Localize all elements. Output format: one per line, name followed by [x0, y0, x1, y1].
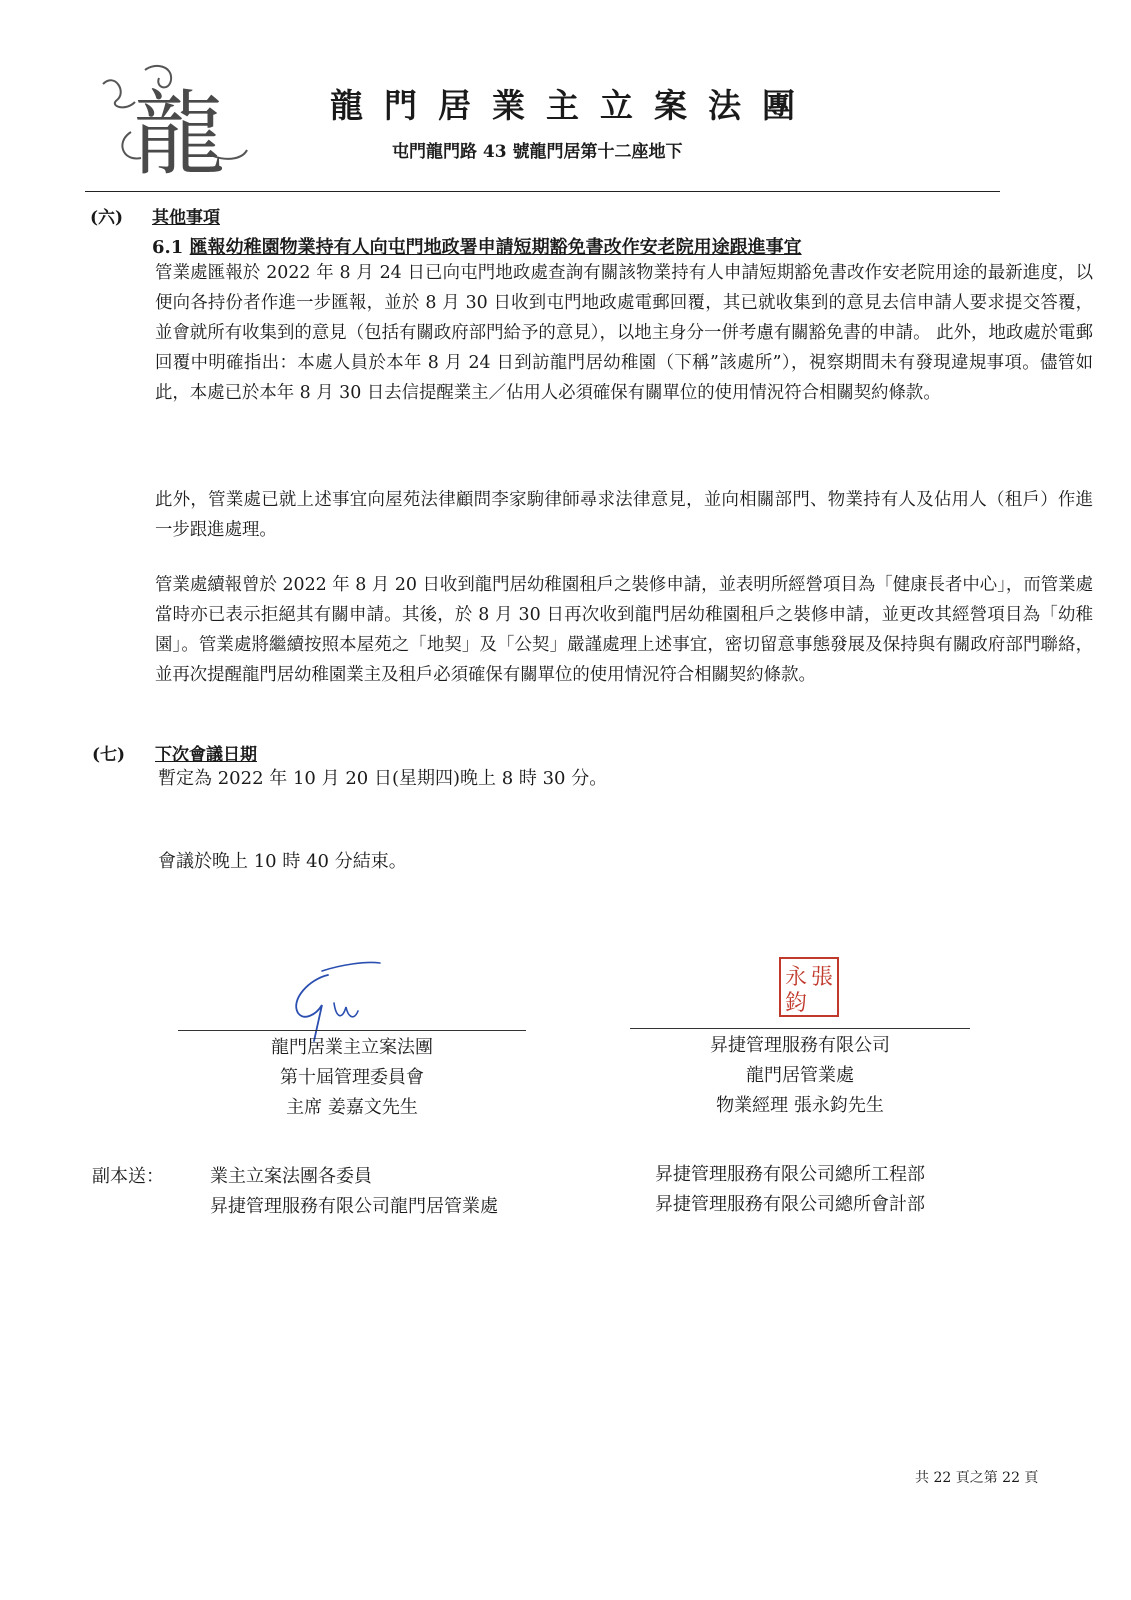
logo: [95, 62, 255, 174]
sig-right-line-1: 昇捷管理服務有限公司: [710, 1035, 890, 1056]
section-6-title: 其他事項: [152, 208, 220, 228]
subsection-6-1-title: 匯報幼稚園物業持有人向屯門地政署申請短期豁免書改作安老院用途跟進事宜: [189, 237, 802, 258]
signature-line-right: [630, 1028, 970, 1029]
meeting-closing: 會議於晚上 10 時 40 分結束。: [158, 851, 407, 872]
cc-recipient: 昇捷管理服務有限公司龍門居管業處: [210, 1196, 498, 1217]
organization-title: 龍門居業主立案法團: [330, 86, 816, 125]
svg-text:鈞: 鈞: [785, 991, 808, 1016]
dragon-logo-icon: [95, 62, 255, 174]
header-divider: [85, 191, 1000, 192]
sig-right-line-2: 龍門居管業處: [746, 1065, 854, 1086]
signature-block-left: [178, 1033, 526, 1123]
subsection-6-1-number: 6.1: [152, 237, 184, 258]
section-6-number: (六): [90, 208, 124, 228]
organization-address: 屯門龍門路 43 號龍門居第十二座地下: [392, 142, 683, 162]
sig-left-line-1: 龍門居業主立案法團: [271, 1037, 433, 1058]
paragraph-1: 管業處匯報於 2022 年 8 月 24 日已向屯門地政處查詢有關該物業持有人申請短期豁免書改作安老院用途的最新進度，以便向各持份者作進一步匯報，並於 8 月 30 日收到屯門地政處電郵回覆，其已就收集到的意見去信申請人要求提交答覆，並會就所有收集到的意見（包括有關政府部門給予的意見），以地主身分一併考慮有關豁免書的申請。 此外，地政處於電郵回覆中明確指出：本處人員於本年 8 月 24 日到訪龍門居幼稚園（下稱”該處所”），視察期間未有發現違規事項。儘管如此，本處已於本年 8 月 30 日去信提醒業主／佔用人必須確保有關單位的使用情況符合相關契約條款。: [155, 263, 1093, 403]
cc-recipient: 昇捷管理服務有限公司總所會計部: [655, 1194, 925, 1215]
cc-recipient: 昇捷管理服務有限公司總所工程部: [655, 1164, 925, 1185]
signature-line-left: [178, 1030, 526, 1031]
section-7-title: 下次會議日期: [155, 745, 257, 765]
cc-recipient: 業主立案法團各委員: [210, 1166, 372, 1187]
cc-label: 副本送：: [92, 1166, 164, 1187]
sig-left-line-3: 主席 姜嘉文先生: [286, 1097, 418, 1118]
section-7-number: (七): [92, 745, 126, 765]
seal-stamp-icon: [778, 956, 840, 1018]
next-meeting-date: 暫定為 2022 年 10 月 20 日(星期四)晚上 8 時 30 分。: [158, 768, 608, 789]
signature-block-right: [630, 1031, 970, 1121]
cc-list-left: [210, 1162, 498, 1222]
cc-list-right: [655, 1160, 925, 1220]
paragraph-3: 管業處續報曾於 2022 年 8 月 20 日收到龍門居幼稚園租戶之裝修申請，並表明所經營項目為「健康長者中心」，而管業處當時亦已表示拒絕其有關申請。其後，於 8 月 30 日再次收到龍門居幼稚園租戶之裝修申請，並更改其經營項目為「幼稚園」。管業處將繼續按照本屋苑之「地契」及「公契」嚴謹處理上述事宜，密切留意事態發展及保持與有關政府部門聯絡，並再次提醒龍門居幼稚園業主及租戶必須確保有關單位的使用情況符合相關契約條款。: [155, 575, 1093, 685]
svg-text:龍: 龍: [133, 81, 226, 174]
company-seal: [778, 956, 840, 1018]
subsection-6-1-heading: [152, 233, 802, 259]
svg-text:張: 張: [811, 965, 834, 990]
sig-right-line-3: 物業經理 張永鈞先生: [716, 1095, 884, 1116]
page-number: 共 22 頁之第 22 頁: [915, 1470, 1039, 1486]
svg-text:永: 永: [785, 965, 808, 990]
sig-left-line-2: 第十屆管理委員會: [280, 1067, 424, 1088]
paragraph-2: 此外，管業處已就上述事宜向屋苑法律顧問李家駒律師尋求法律意見，並向相關部門、物業持有人及佔用人（租戶）作進一步跟進處理。: [155, 490, 1093, 540]
